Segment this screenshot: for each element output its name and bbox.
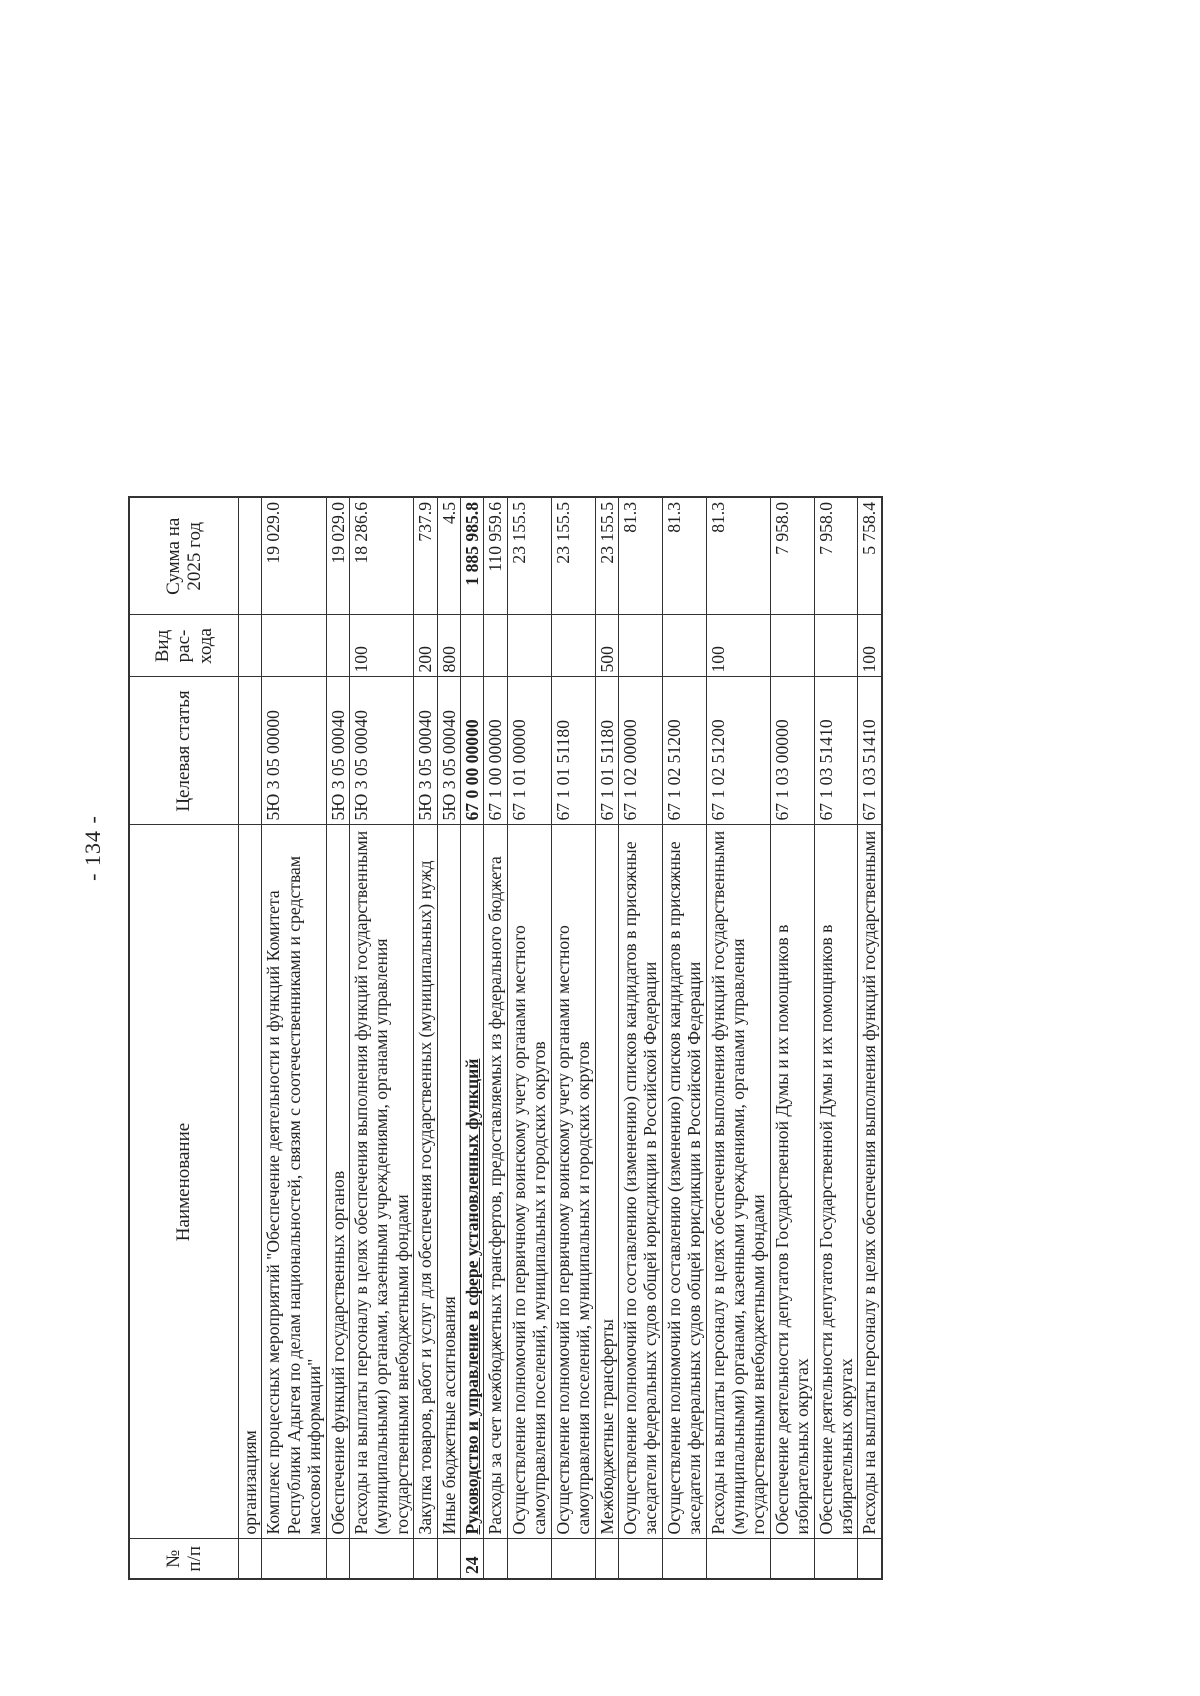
cell-name: Межбюджетные трансферты <box>595 825 618 1539</box>
cell-num <box>551 1539 595 1579</box>
cell-num <box>350 1539 414 1579</box>
cell-type: 100 <box>350 615 414 677</box>
table-row <box>770 497 814 1579</box>
cell-num <box>618 1539 662 1579</box>
cell-name: Расходы на выплаты персоналу в целях обеспечения выполнения функций государственными (муниципальными) органами, казенными учреждениями, органами управления государственными внебюджетными фондами <box>706 825 770 1539</box>
cell-amount: 23 155.5 <box>507 497 551 615</box>
table-row <box>507 497 551 1579</box>
table-row <box>326 497 349 1579</box>
cell-code: 67 1 00 00000 <box>484 677 507 825</box>
cell-amount: 5 758.4 <box>858 497 882 615</box>
cell-name: Комплекс процессных мероприятий "Обеспечение деятельности и функций Комитета Республики Адыгея по делам национальностей, связям с соотечественниками и средствам массовой информации" <box>262 825 326 1539</box>
cell-type: 500 <box>595 615 618 677</box>
table-row <box>551 497 595 1579</box>
budget-table <box>128 496 883 1580</box>
cell-code: 67 1 02 51200 <box>662 677 706 825</box>
table-row <box>262 497 326 1579</box>
cell-amount: 1 885 985.8 <box>461 497 484 615</box>
cell-name: Осуществление полномочий по первичному воинскому учету органами местного самоуправления поселений, муниципальных и городских округов <box>551 825 595 1539</box>
cell-name: Осуществление полномочий по первичному воинскому учету органами местного самоуправления поселений, муниципальных и городских округов <box>507 825 551 1539</box>
table-row <box>484 497 507 1579</box>
cell-code: 5Ю 3 05 00040 <box>437 677 460 825</box>
cell-num: 24 <box>461 1539 484 1579</box>
cell-amount: 23 155.5 <box>595 497 618 615</box>
cell-num <box>770 1539 814 1579</box>
cell-type <box>814 615 858 677</box>
cell-amount: 737.9 <box>414 497 437 615</box>
cell-num <box>414 1539 437 1579</box>
cell-name: Расходы на выплаты персоналу в целях обеспечения выполнения функций государственными <box>858 825 882 1539</box>
header-num: № п/п <box>129 1539 239 1579</box>
cell-type: 100 <box>858 615 882 677</box>
cell-type <box>618 615 662 677</box>
cell-num <box>239 1539 262 1579</box>
cell-amount: 81.3 <box>662 497 706 615</box>
cell-code: 67 1 01 00000 <box>507 677 551 825</box>
cell-name: организациям <box>239 825 262 1539</box>
table-body <box>239 497 882 1579</box>
cell-num <box>484 1539 507 1579</box>
cell-name: Руководство и управление в сфере установленных функций <box>461 825 484 1539</box>
cell-type <box>326 615 349 677</box>
cell-code: 5Ю 3 05 00040 <box>350 677 414 825</box>
cell-name: Обеспечение деятельности депутатов Государственной Думы и их помощников в избирательных округах <box>814 825 858 1539</box>
cell-amount: 18 286.6 <box>350 497 414 615</box>
cell-num <box>437 1539 460 1579</box>
header-name: Наименование <box>129 825 239 1539</box>
table-row <box>461 497 484 1579</box>
cell-type <box>461 615 484 677</box>
cell-type <box>239 615 262 677</box>
cell-num <box>706 1539 770 1579</box>
cell-amount: 81.3 <box>706 497 770 615</box>
cell-num <box>507 1539 551 1579</box>
cell-code: 67 1 02 00000 <box>618 677 662 825</box>
cell-name: Обеспечение функций государственных органов <box>326 825 349 1539</box>
cell-type <box>551 615 595 677</box>
table-row <box>662 497 706 1579</box>
table-row <box>414 497 437 1579</box>
header-code: Целевая статья <box>129 677 239 825</box>
table-row <box>706 497 770 1579</box>
cell-amount: 7 958.0 <box>770 497 814 615</box>
cell-amount: 23 155.5 <box>551 497 595 615</box>
cell-name: Закупка товаров, работ и услуг для обеспечения государственных (муниципальных) нужд <box>414 825 437 1539</box>
cell-code: 67 1 03 51410 <box>858 677 882 825</box>
header-amount: Сумма на 2025 год <box>129 497 239 615</box>
cell-code: 67 1 03 51410 <box>814 677 858 825</box>
cell-code: 5Ю 3 05 00000 <box>262 677 326 825</box>
cell-type <box>262 615 326 677</box>
cell-name: Обеспечение деятельности депутатов Государственной Думы и их помощников в избирательных округах <box>770 825 814 1539</box>
cell-amount: 81.3 <box>618 497 662 615</box>
cell-code: 67 1 01 51180 <box>595 677 618 825</box>
cell-code: 67 0 00 00000 <box>461 677 484 825</box>
cell-code: 67 1 03 00000 <box>770 677 814 825</box>
cell-name: Осуществление полномочий по составлению (изменению) списков кандидатов в присяжные заседатели федеральных судов общей юрисдикции в Российской Федерации <box>618 825 662 1539</box>
cell-amount: 19 029.0 <box>262 497 326 615</box>
page-number: - 134 - <box>80 815 105 881</box>
cell-amount: 110 959.6 <box>484 497 507 615</box>
table-row <box>239 497 262 1579</box>
table-header <box>129 497 239 1579</box>
cell-type: 100 <box>706 615 770 677</box>
cell-num <box>814 1539 858 1579</box>
table-row <box>618 497 662 1579</box>
cell-amount: 19 029.0 <box>326 497 349 615</box>
cell-num <box>326 1539 349 1579</box>
cell-type <box>507 615 551 677</box>
cell-type: 200 <box>414 615 437 677</box>
cell-name: Расходы на выплаты персоналу в целях обеспечения выполнения функций государственными (муниципальными) органами, казенными учреждениями, органами управления государственными внебюджетными фондами <box>350 825 414 1539</box>
cell-num <box>858 1539 882 1579</box>
table-row <box>595 497 618 1579</box>
cell-name: Расходы за счет межбюджетных трансфертов, предоставляемых из федерального бюджета <box>484 825 507 1539</box>
cell-name: Иные бюджетные ассигнования <box>437 825 460 1539</box>
cell-code <box>239 677 262 825</box>
cell-type <box>770 615 814 677</box>
header-row <box>129 497 239 1579</box>
table-row <box>858 497 882 1579</box>
table-row <box>814 497 858 1579</box>
cell-num <box>595 1539 618 1579</box>
cell-code: 67 1 02 51200 <box>706 677 770 825</box>
cell-code: 5Ю 3 05 00040 <box>414 677 437 825</box>
cell-amount: 4.5 <box>437 497 460 615</box>
table-row <box>437 497 460 1579</box>
cell-type: 800 <box>437 615 460 677</box>
cell-amount: 7 958.0 <box>814 497 858 615</box>
cell-name: Осуществление полномочий по составлению (изменению) списков кандидатов в присяжные заседатели федеральных судов общей юрисдикции в Российской Федерации <box>662 825 706 1539</box>
cell-amount <box>239 497 262 615</box>
cell-type <box>484 615 507 677</box>
cell-type <box>662 615 706 677</box>
header-type: Вид рас-хода <box>129 615 239 677</box>
cell-num <box>262 1539 326 1579</box>
table-row <box>350 497 414 1579</box>
cell-num <box>662 1539 706 1579</box>
cell-code: 5Ю 3 05 00040 <box>326 677 349 825</box>
cell-code: 67 1 01 51180 <box>551 677 595 825</box>
